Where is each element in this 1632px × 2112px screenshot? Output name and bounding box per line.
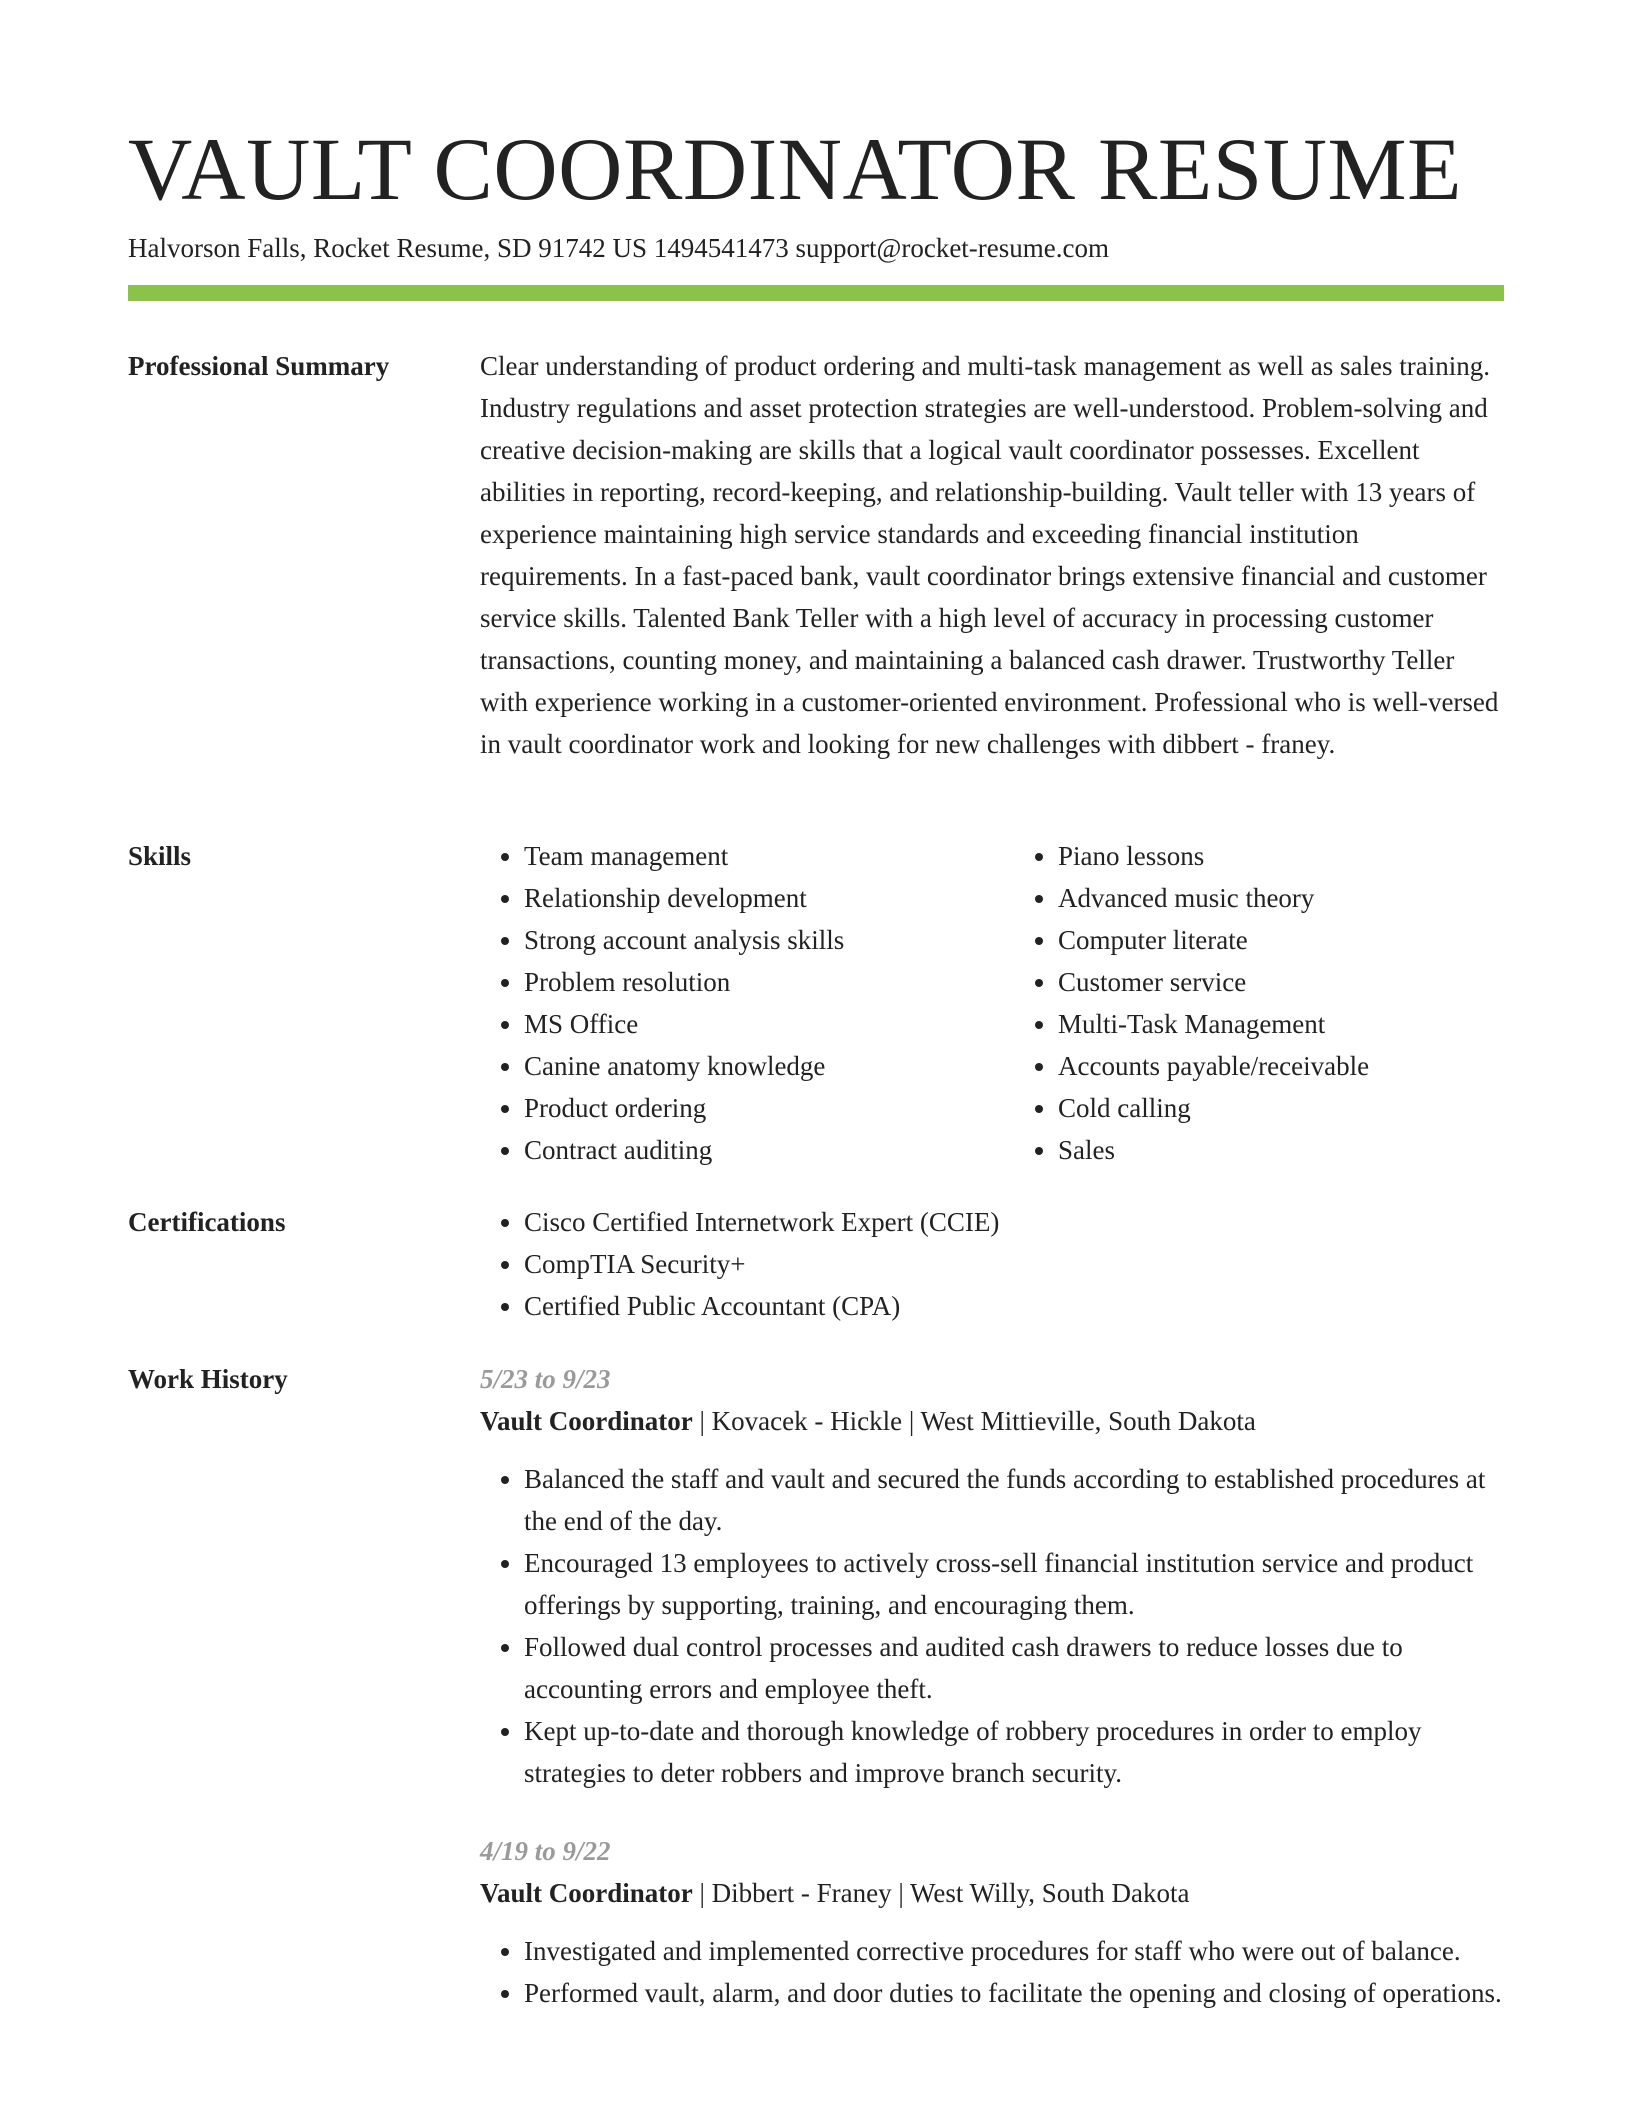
skills-list-left <box>480 835 970 1171</box>
summary-body <box>480 345 1504 765</box>
contact-line: Halvorson Falls, Rocket Resume, SD 91742 US 1494541473 support@rocket-resume.com <box>128 233 1110 263</box>
skill-item: • Relationship development <box>524 877 970 919</box>
job-entry <box>480 1358 1504 1794</box>
skill-item: • Multi-Task Management <box>1058 1003 1504 1045</box>
skill-item: • Computer literate <box>1058 919 1504 961</box>
job-duties-list <box>480 1458 1504 1794</box>
skill-item: • Sales <box>1058 1129 1504 1171</box>
skill-item: • MS Office <box>524 1003 970 1045</box>
skill-item: • Canine anatomy knowledge <box>524 1045 970 1087</box>
job-duty: • Balanced the staff and vault and secured the funds according to established procedures at the end of the day. <box>524 1458 1504 1542</box>
skills-body <box>480 835 1504 1171</box>
job-duty: • Performed vault, alarm, and door duties to facilitate the opening and closing of operations. <box>524 1972 1504 2014</box>
work-history-heading: Work History <box>128 1364 288 1394</box>
certifications-body <box>480 1201 1504 1327</box>
job-dates: 4/19 to 9/22 <box>480 1836 611 1866</box>
job-title: Vault Coordinator <box>480 1878 693 1908</box>
skill-item: • Cold calling <box>1058 1087 1504 1129</box>
job-duty: • Investigated and implemented corrective procedures for staff who were out of balance. <box>524 1930 1504 1972</box>
job-company-location: | Dibbert - Franey | West Willy, South Dakota <box>692 1878 1190 1908</box>
skill-item: • Problem resolution <box>524 961 970 1003</box>
job-dates: 5/23 to 9/23 <box>480 1364 611 1394</box>
skill-item: • Strong account analysis skills <box>524 919 970 961</box>
job-duty: • Followed dual control processes and audited cash drawers to reduce losses due to accounting errors and employee theft. <box>524 1626 1504 1710</box>
work-history-body <box>480 1358 1504 2014</box>
skill-item: • Advanced music theory <box>1058 877 1504 919</box>
certification-item: • CompTIA Security+ <box>524 1243 1504 1285</box>
job-heading <box>480 1400 1504 1442</box>
accent-divider <box>128 285 1504 301</box>
job-duty: • Kept up-to-date and thorough knowledge of robbery procedures in order to employ strategies to deter robbers and improve branch security. <box>524 1710 1504 1794</box>
skills-list-right <box>1014 835 1504 1171</box>
resume-title: VAULT COORDINATOR RESUME <box>128 121 1463 219</box>
summary-heading: Professional Summary <box>128 351 390 381</box>
certifications-list <box>480 1201 1504 1327</box>
skill-item: • Piano lessons <box>1058 835 1504 877</box>
skill-item: • Accounts payable/receivable <box>1058 1045 1504 1087</box>
job-entry <box>480 1830 1504 2014</box>
job-title: Vault Coordinator <box>480 1406 693 1436</box>
job-heading <box>480 1872 1504 1914</box>
certifications-heading: Certifications <box>128 1207 286 1237</box>
job-duties-list <box>480 1930 1504 2014</box>
summary-text: Clear understanding of product ordering and multi-task management as well as sales training. Industry regulations and asset protection strategies are well-understood. Problem-solving and creative decision-making are skills that a logical vault coordinator possesses. Excellent abilities in reporting, record-keeping, and relationship-building. Vault teller with 13 years of experience maintaining high service standards and exceeding financial institution requirements. In a fast-paced bank, vault coordinator brings extensive financial and customer service skills. Talented Bank Teller with a high level of accuracy in processing customer transactions, counting money, and maintaining a balanced cash drawer. Trustworthy Teller with experience working in a customer-oriented environment. Professional who is well-versed in vault coordinator work and looking for new challenges with dibbert - franey. <box>480 351 1499 759</box>
skill-item: • Team management <box>524 835 970 877</box>
skill-item: • Contract auditing <box>524 1129 970 1171</box>
job-company-location: | Kovacek - Hickle | West Mittieville, South Dakota <box>692 1406 1256 1436</box>
job-duty: • Encouraged 13 employees to actively cross-sell financial institution service and product offerings by supporting, training, and encouraging them. <box>524 1542 1504 1626</box>
certification-item: • Certified Public Accountant (CPA) <box>524 1285 1504 1327</box>
skill-item: • Product ordering <box>524 1087 970 1129</box>
certification-item: • Cisco Certified Internetwork Expert (CCIE) <box>524 1201 1504 1243</box>
skills-heading: Skills <box>128 841 192 871</box>
skill-item: • Customer service <box>1058 961 1504 1003</box>
